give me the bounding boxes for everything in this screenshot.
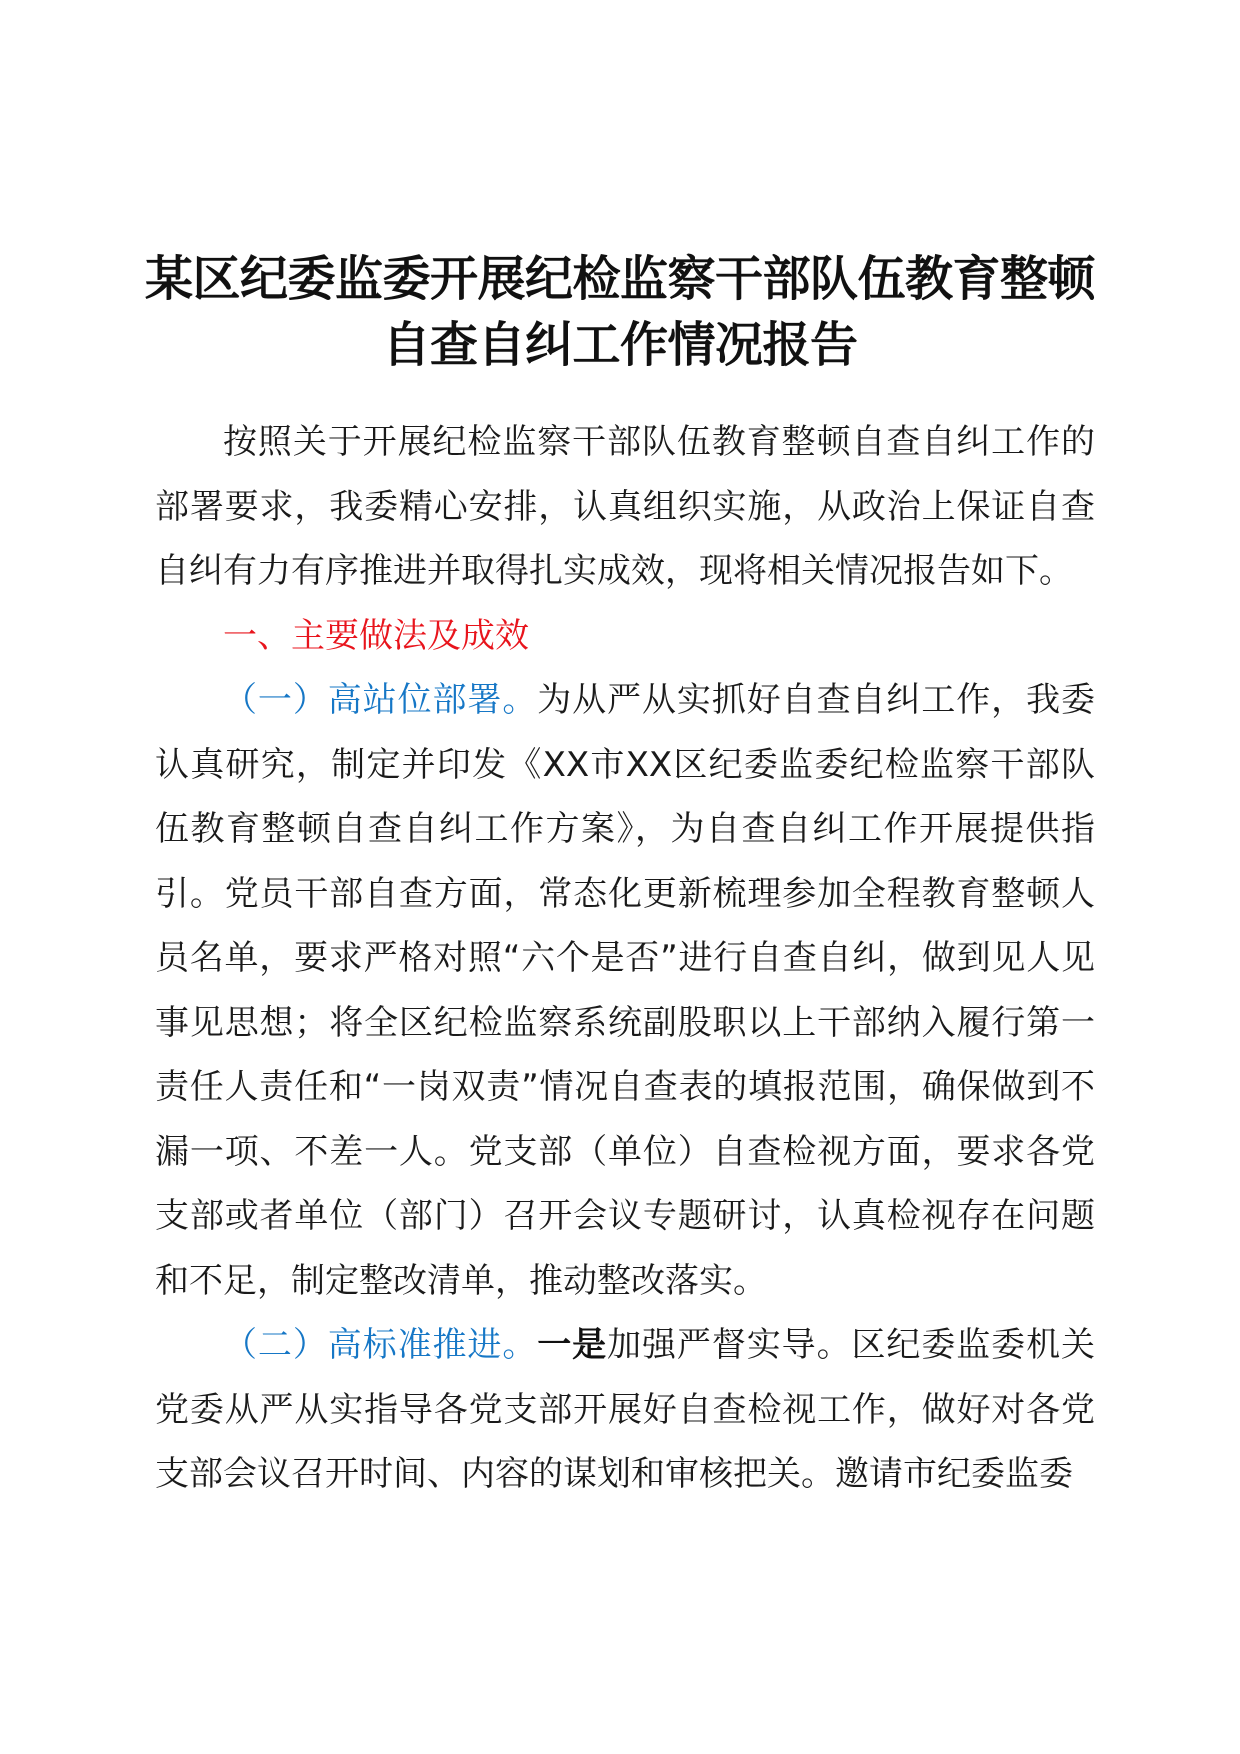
subsection-body-2: 加强严督实导。区纪委监委机关党委从严从实指导各党支部开展好自查检视工作，做好对各党支部会议召开时间、内容的谋划和审核把关。邀请市纪委监委 — [155, 1325, 1096, 1494]
document-body — [155, 410, 1095, 1507]
section-heading-text: 一、主要做法及成效 — [223, 615, 529, 656]
subsection-heading-2: （二）高标准推进。 — [223, 1325, 538, 1365]
subsection-body-1: 为从严从实抓好自查自纠工作，我委认真研究，制定并印发《XX市XX区纪委监委纪检监察干部队伍教育整顿自查自纠工作方案》，为自查自纠工作开展提供指引。党员干部自查方面，常态化更新梳理参加全程教育整顿人员名单，要求严格对照“六个是否”进行自查自纠，做到见人见事见思想；将全区纪检监察系统副股职以上干部纳入履行第一责任人责任和“一岗双责”情况自查表的填报范围，确保做到不漏一项、不差一人。党支部（单位）自查检视方面，要求各党支部或者单位（部门）召开会议专题研讨，认真检视存在问题和不足，制定整改清单，推动整改落实。 — [155, 680, 1095, 1301]
section-heading-main-practices — [155, 604, 1095, 669]
document-title-line-1: 某区纪委监委开展纪检监察干部队伍教育整顿 — [144, 251, 1095, 307]
subsection-lead-2: 一是 — [537, 1325, 608, 1365]
document-title-line-2: 自查自纠工作情况报告 — [382, 317, 858, 373]
document-title — [140, 246, 1100, 378]
subsection-paragraph-1 — [155, 668, 1095, 1313]
intro-paragraph: 按照关于开展纪检监察干部队伍教育整顿自查自纠工作的部署要求，我委精心安排，认真组织实施，从政治上保证自查自纠有力有序推进并取得扎实成效，现将相关情况报告如下。 — [155, 422, 1095, 591]
subsection-heading-1: （一）高站位部署。 — [223, 680, 538, 720]
subsection-paragraph-2 — [155, 1313, 1095, 1507]
